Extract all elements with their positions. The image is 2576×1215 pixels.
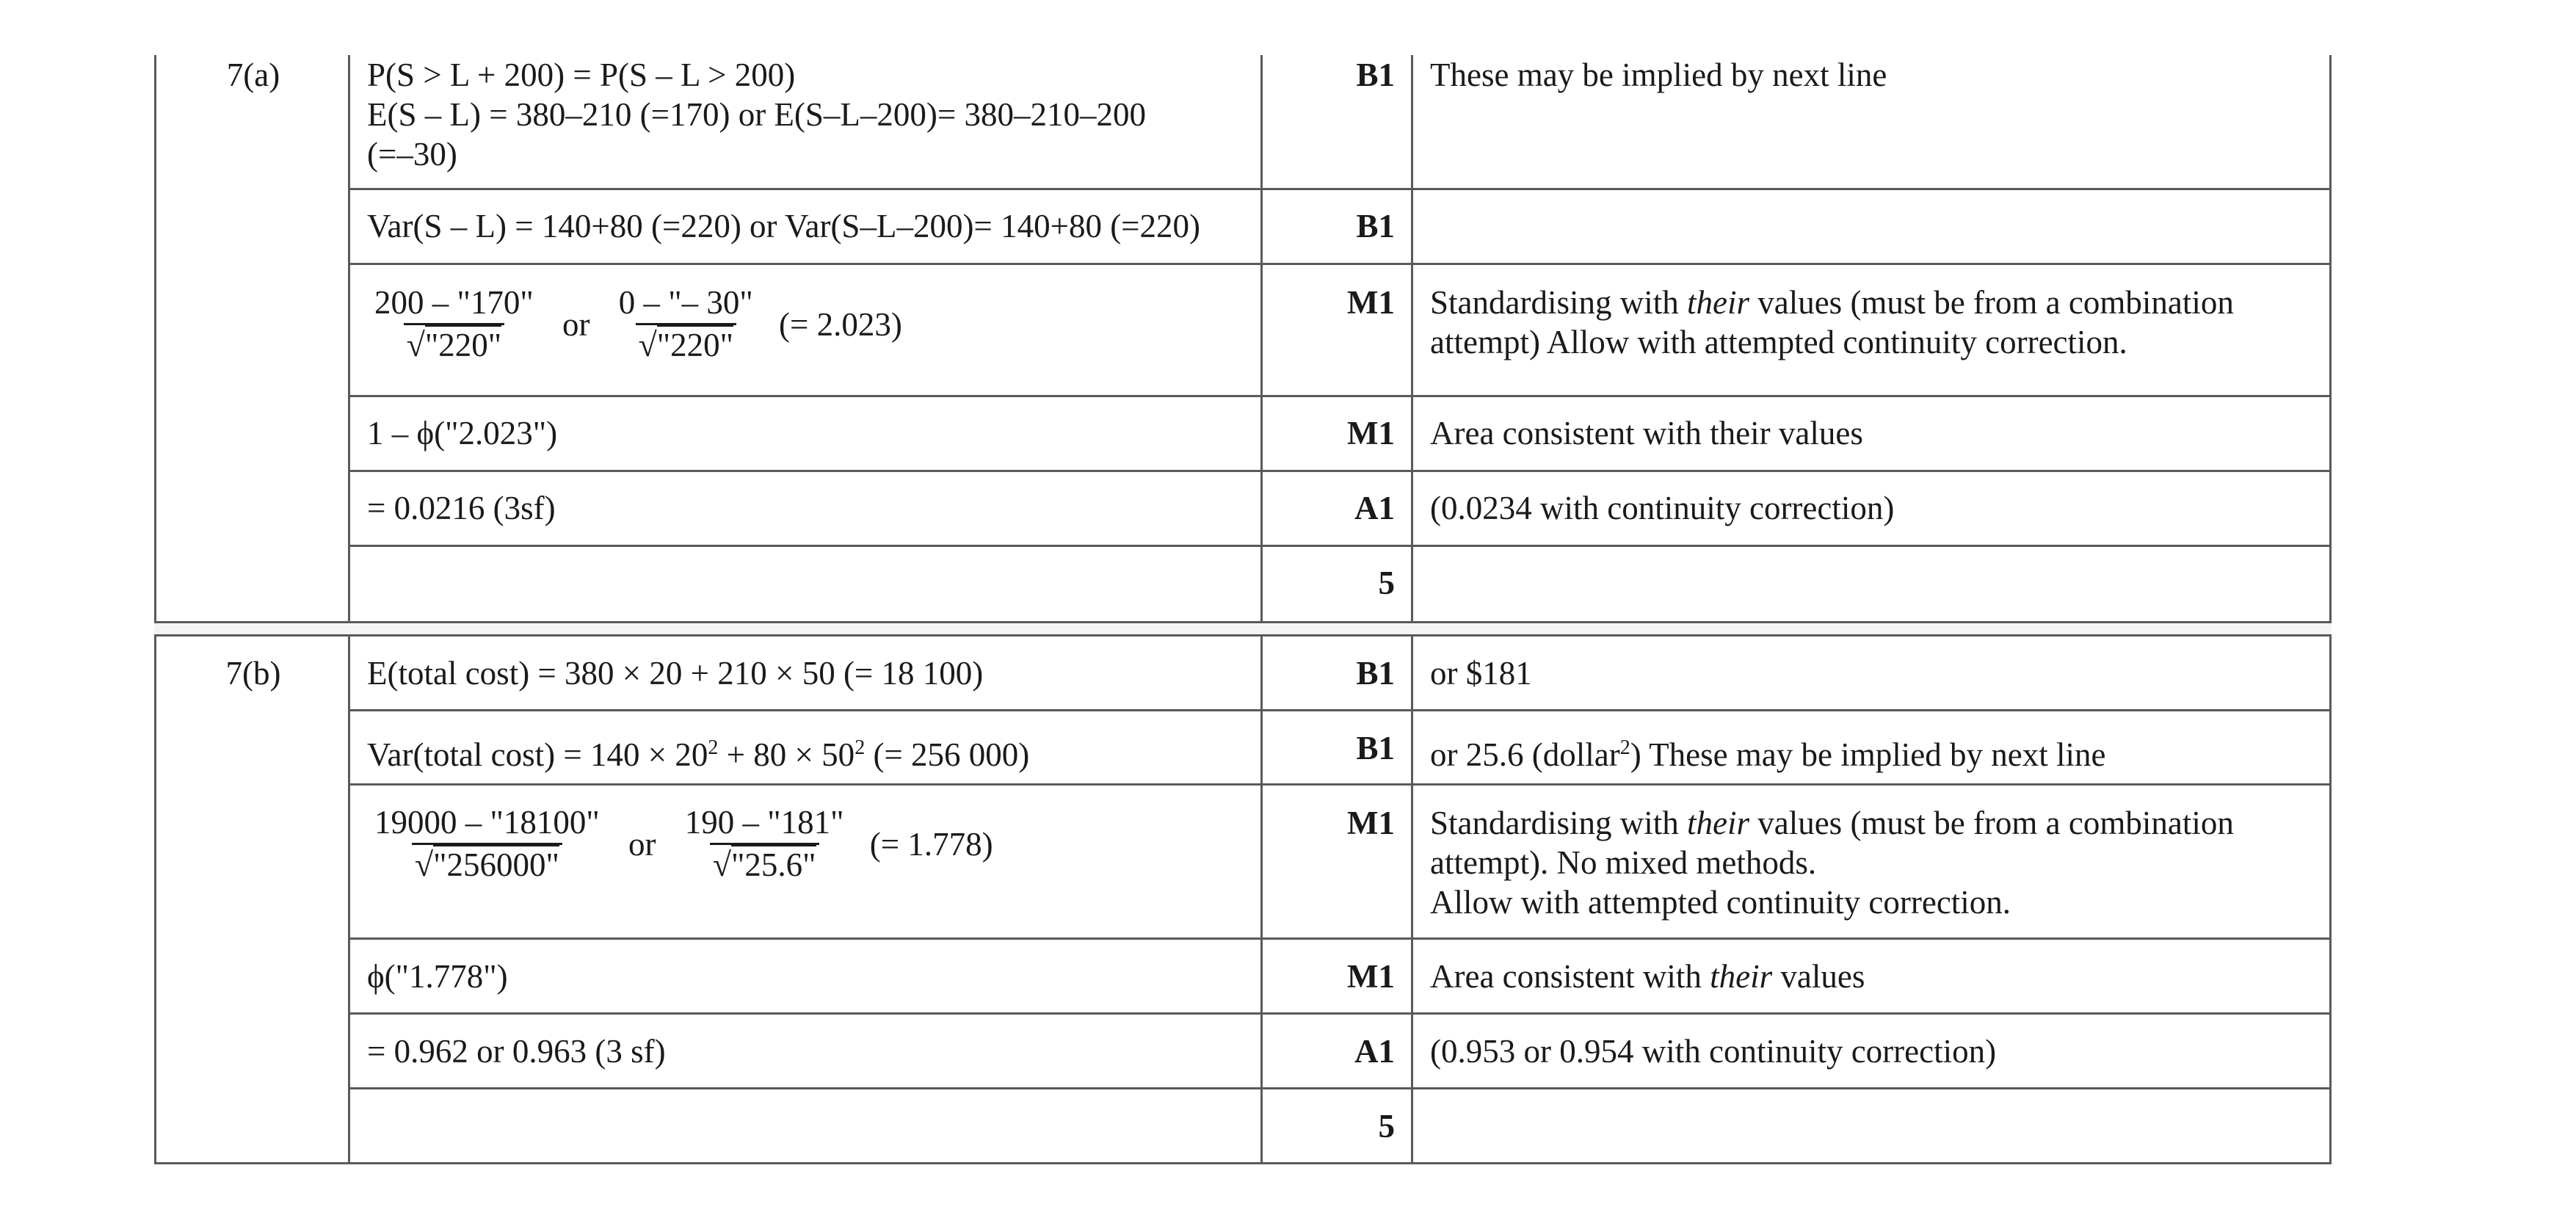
mark-code: B1 (1356, 730, 1395, 766)
or-text: or (628, 825, 656, 863)
fraction-numerator: 0 – "– 30" (618, 284, 753, 321)
column-divider-work-a (348, 55, 350, 623)
working-text: = 0.0216 (3sf) (367, 490, 556, 526)
mark-code: A1 (1354, 490, 1395, 526)
working-text: = 0.962 or 0.963 (3 sf) (367, 1033, 666, 1070)
row-divider (348, 1087, 2332, 1089)
mark-code: M1 (1347, 958, 1395, 995)
question-number: 7(a) (226, 57, 280, 93)
row-divider (348, 470, 2332, 472)
standardisation-working (367, 285, 902, 363)
fraction-denominator: √"25.6" (710, 843, 819, 883)
working-line: (=–30) (367, 136, 457, 173)
mark-code: A1 (1354, 1033, 1395, 1070)
fraction-numerator: 190 – "181" (684, 804, 844, 841)
guidance-text: (0.0234 with continuity correction) (1430, 490, 1895, 526)
column-divider-mark-b (1260, 634, 1263, 1164)
row-divider (348, 395, 2332, 397)
mark-code: M1 (1347, 805, 1395, 841)
guidance-text: or $181 (1430, 655, 1532, 692)
working-line: P(S > L + 200) = P(S – L > 200) (367, 57, 796, 93)
section-top-border-b (154, 634, 2332, 636)
working-cell (367, 55, 1146, 174)
row-divider (348, 937, 2332, 940)
fraction-denominator: √"220" (404, 323, 505, 363)
fraction (371, 285, 537, 363)
column-divider-guidance-b (1411, 634, 1413, 1164)
fraction-denominator: √"256000" (412, 843, 562, 883)
mark-code: B1 (1356, 208, 1395, 244)
square-root-icon: √ (638, 326, 657, 363)
total-marks: 5 (1378, 1108, 1395, 1145)
fraction-numerator: 19000 – "18100" (374, 804, 600, 841)
row-divider (348, 709, 2332, 711)
guidance-text: Standardising with their values (must be from a combination attempt). No mixed methods. Allow with attempted continuity correction. (1430, 805, 2234, 921)
guidance-text: These may be implied by next line (1430, 57, 1887, 93)
mark-code: M1 (1347, 284, 1395, 321)
row-divider (348, 263, 2332, 265)
mark-code: B1 (1356, 57, 1395, 93)
row-divider (348, 783, 2332, 786)
working-line: E(S – L) = 380–210 (=170) or E(S–L–200)= 380–210–200 (367, 96, 1147, 133)
working-text: Var(total $\cos t) = 140 \times 20^2 + 80 \times 50^2$ (= 256 000) (367, 736, 1030, 773)
row-divider (348, 1012, 2332, 1015)
square-root-icon: √ (712, 846, 731, 883)
row-divider (348, 188, 2332, 190)
square-root-icon: √ (406, 326, 425, 363)
column-divider-mark-a (1260, 55, 1263, 623)
row-divider (348, 545, 2332, 547)
fraction-numerator: 200 – "170" (374, 284, 534, 321)
fraction-denominator: √"220" (636, 323, 737, 363)
mark-code: M1 (1347, 415, 1395, 451)
table-border-left-b (154, 634, 156, 1164)
table-border-left-a (154, 55, 156, 623)
question-number: 7(b) (225, 655, 281, 692)
table-border-right-b (2329, 634, 2332, 1164)
fraction (371, 805, 603, 883)
guidance-text: Area consistent with their values (1430, 958, 1865, 995)
total-marks: 5 (1378, 565, 1395, 601)
mark-code: B1 (1356, 655, 1395, 692)
result-text: (= 1.778) (869, 825, 993, 863)
fraction (616, 285, 756, 363)
fraction (682, 805, 847, 883)
or-text: or (562, 305, 590, 343)
table-bottom-border (154, 1162, 2332, 1164)
square-root-icon: √ (414, 846, 434, 883)
working-text: ϕ("1.778") (367, 958, 508, 995)
guidance-text: (0.953 or 0.954 with continuity correction) (1430, 1033, 1997, 1070)
column-divider-guidance-a (1411, 55, 1413, 623)
guidance-text: Standardising with their values (must be from a combination attempt) Allow with attempted continuity correction. (1430, 284, 2234, 360)
guidance-text: Area consistent with their values (1430, 415, 1863, 451)
working-text: 1 – ϕ("2.023") (367, 415, 558, 451)
working-text: Var(S – L) = 140+80 (=220) or Var(S–L–200)= 140+80 (=220) (367, 208, 1201, 244)
result-text: (= 2.023) (779, 305, 902, 343)
working-text: E(total cost) = 380 × 20 + 210 × 50 (= 18 100) (367, 655, 984, 692)
table-border-right-a (2329, 55, 2332, 623)
guidance-text: or 25.6 (dollar$^2$) These may be implied by next line (1430, 736, 2106, 773)
standardisation-working (367, 805, 993, 883)
column-divider-work-b (348, 634, 350, 1164)
